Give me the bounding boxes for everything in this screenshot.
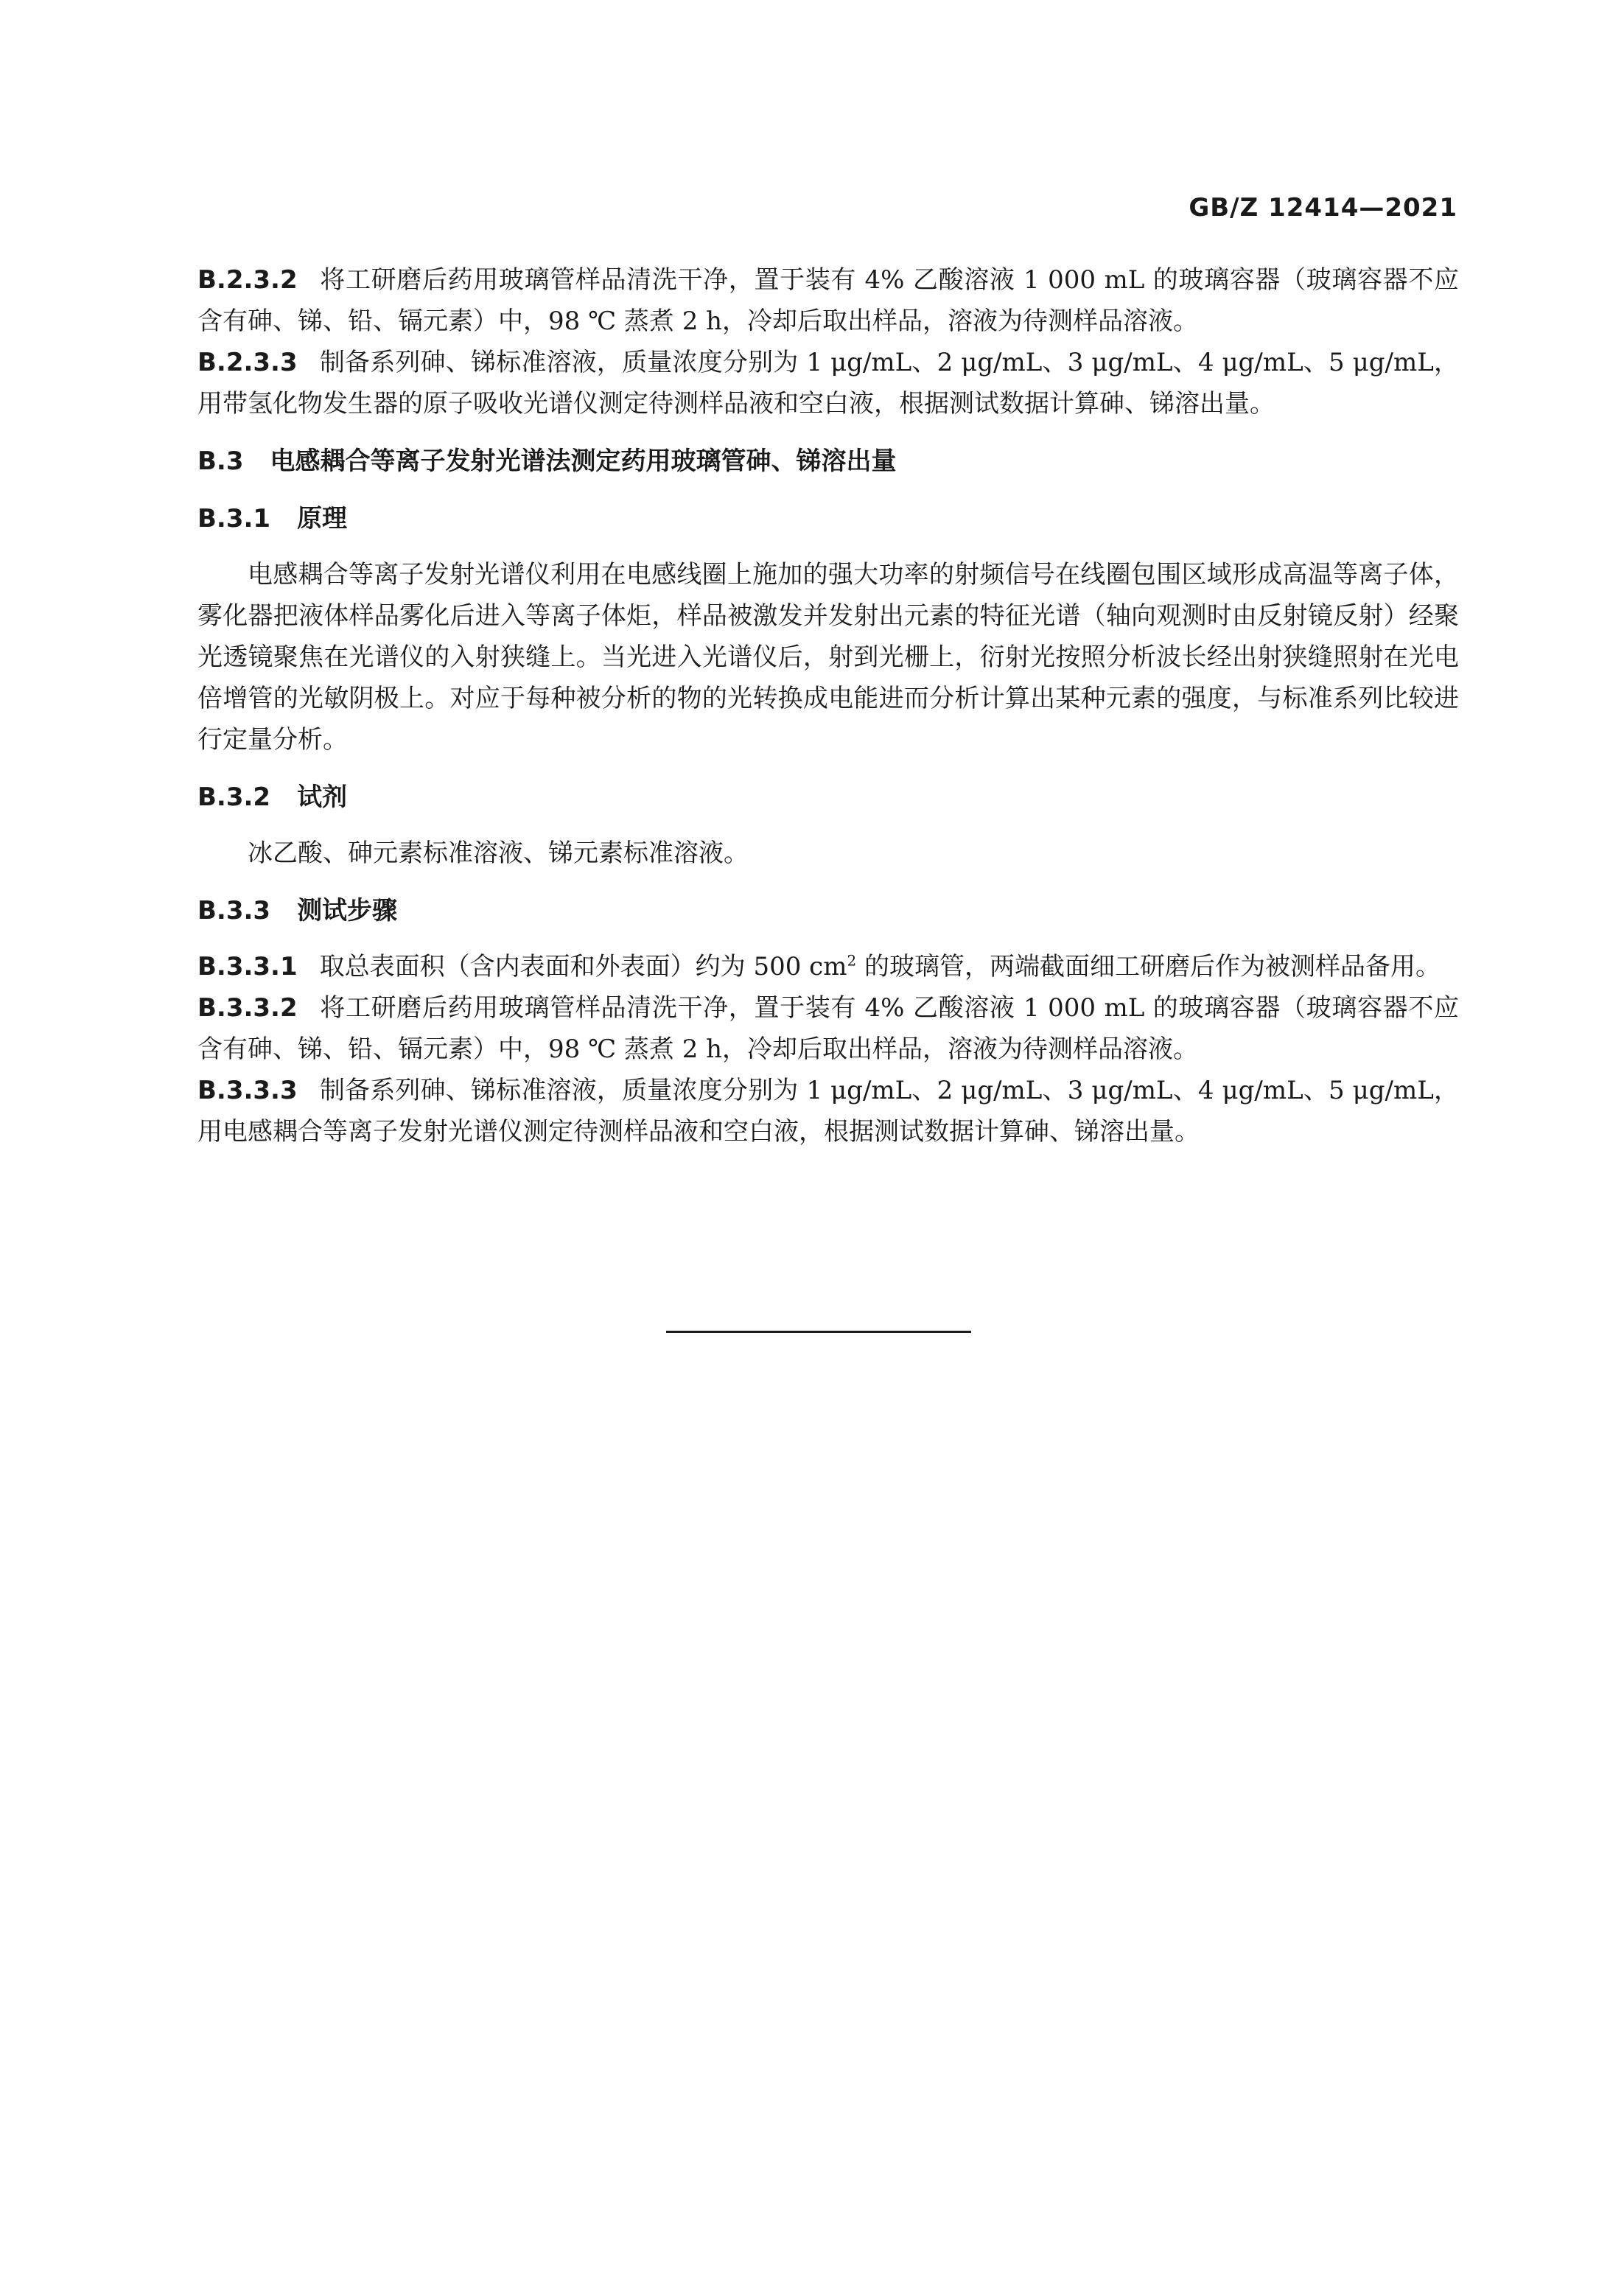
section-number: B.3.1 [197, 504, 271, 533]
section-title: 电感耦合等离子发射光谱法测定药用玻璃管砷、锑溶出量 [270, 447, 897, 476]
clause-number: B.2.3.3 [197, 348, 298, 377]
clause-text: 制备系列砷、锑标准溶液，质量浓度分别为 1 μg/mL、2 μg/mL、3 μg/mL、4 μg/mL、5 μg/mL，用带氢化物发生器的原子吸收光谱仪测定待测样品液和空白液，根据测试数据计算砷、锑溶出量。 [197, 348, 1459, 419]
section-number: B.3 [197, 447, 244, 476]
clause-b2-3-3 [197, 342, 1459, 424]
end-of-document-rule [666, 1331, 971, 1333]
reagents-paragraph: 冰乙酸、砷元素标准溶液、锑元素标准溶液。 [248, 839, 749, 868]
section-heading-b3-2 [197, 777, 1459, 818]
document-body [197, 259, 1459, 1152]
clause-number: B.3.3.1 [197, 952, 298, 981]
clause-number: B.3.3.2 [197, 993, 298, 1023]
section-heading-b3 [197, 441, 1459, 482]
clause-number: B.3.3.3 [197, 1076, 298, 1105]
principle-paragraph: 电感耦合等离子发射光谱仪利用在电感线圈上施加的强大功率的射频信号在线圈包围区域形成高温等离子体，雾化器把液体样品雾化后进入等离子体炬，样品被激发并发射出元素的特征光谱（轴向观测时由反射镜反射）经聚光透镜聚焦在光谱仪的入射狭缝上。当光进入光谱仪后，射到光栅上，衍射光按照分析波长经出射狭缝照射在光电倍增管的光敏阴极上。对应于每种被分析的物的光转换成电能进而分析计算出某种元素的强度，与标准系列比较进行定量分析。 [197, 560, 1459, 755]
clause-b2-3-2 [197, 259, 1459, 342]
standard-code: GB/Z 12414—2021 [1189, 193, 1457, 223]
section-title: 测试步骤 [297, 896, 398, 925]
section-number: B.3.2 [197, 783, 271, 812]
clause-text: 将工研磨后药用玻璃管样品清洗干净，置于装有 4% 乙酸溶液 1 000 mL 的玻璃容器（玻璃容器不应含有砷、锑、铅、镉元素）中，98 ℃ 蒸煮 2 h，冷却后取出样品，溶液为待测样品溶液。 [197, 265, 1459, 336]
clause-text-after: 的玻璃管，两端截面细工研磨后作为被测样品备用。 [856, 952, 1441, 981]
section-title: 试剂 [297, 783, 348, 812]
clause-b3-3-2 [197, 987, 1459, 1070]
section-number: B.3.3 [197, 896, 271, 925]
clause-text-before: 取总表面积（含内表面和外表面）约为 500 cm [319, 952, 847, 981]
clause-b3-3-3 [197, 1070, 1459, 1152]
clause-b3-3-1 [197, 946, 1459, 987]
section-heading-b3-1 [197, 498, 1459, 539]
clause-text: 将工研磨后药用玻璃管样品清洗干净，置于装有 4% 乙酸溶液 1 000 mL 的玻璃容器（玻璃容器不应含有砷、锑、铅、镉元素）中，98 ℃ 蒸煮 2 h，冷却后取出样品，溶液为待测样品溶液。 [197, 993, 1459, 1064]
clause-number: B.2.3.2 [197, 265, 298, 295]
section-title: 原理 [297, 504, 348, 533]
superscript-exponent: 2 [847, 951, 857, 970]
section-heading-b3-3 [197, 890, 1459, 931]
clause-text: 制备系列砷、锑标准溶液，质量浓度分别为 1 μg/mL、2 μg/mL、3 μg/mL、4 μg/mL、5 μg/mL，用电感耦合等离子发射光谱仪测定待测样品液和空白液，根据测试数据计算砷、锑溶出量。 [197, 1076, 1459, 1146]
